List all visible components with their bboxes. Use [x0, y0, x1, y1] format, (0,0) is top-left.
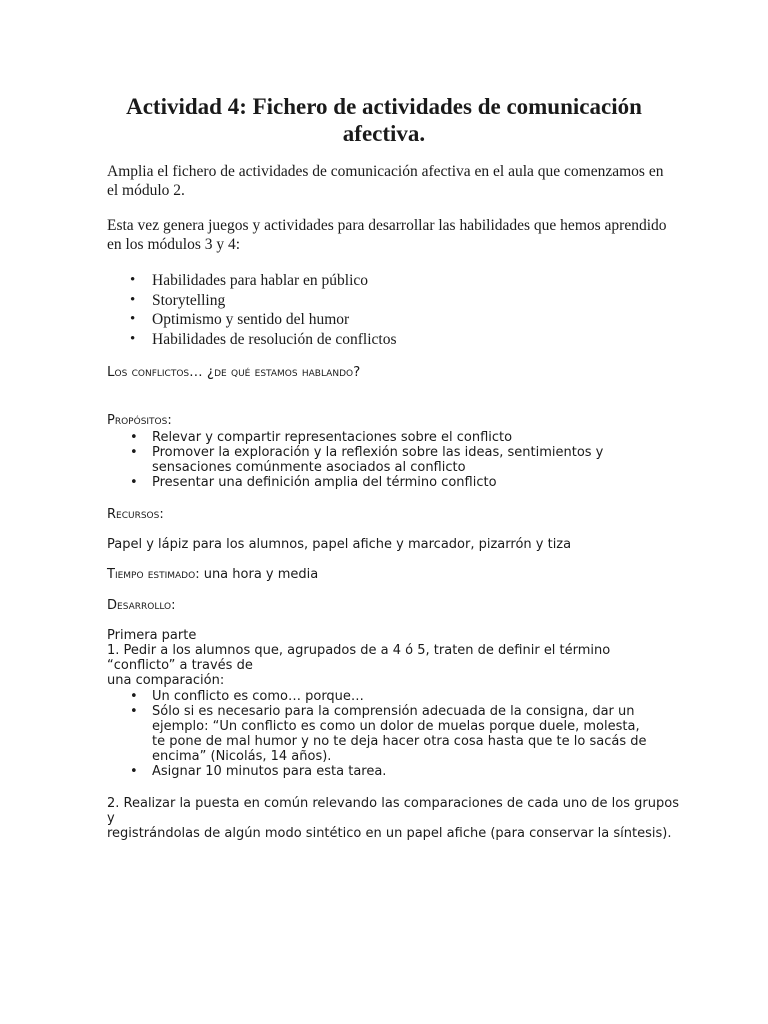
- list-item: • Sólo si es necesario para la comprensión adecuada de la consigna, dar un ejemplo: “Un conflicto es como un dolor de muelas porque duele, molesta, te pone de mal humor y no te deja hacer otra cosa hasta que te lo sacás de encima” (Nicolás, 14 años).: [130, 704, 650, 764]
- resources-label: Recursos:: [107, 507, 164, 522]
- step-2-line: 2. Realizar la puesta en común relevando las comparaciones de cada uno de los grupos: [107, 796, 679, 811]
- list-item: • Optimismo y sentido del humor: [130, 310, 650, 330]
- step-2-line: y: [107, 811, 115, 826]
- purposes-list: [130, 430, 650, 490]
- page-title: Actividad 4: Fichero de actividades de comunicación afectiva.: [126, 94, 642, 146]
- step-1-text: [107, 628, 667, 688]
- step-2-line: registrándolas de algún modo sintético en un papel afiche (para conservar la síntesis).: [107, 826, 672, 841]
- list-item: • Habilidades para hablar en público: [130, 271, 650, 291]
- list-item: • Habilidades de resolución de conflictos: [130, 330, 650, 350]
- time-value: : una hora y media: [195, 567, 319, 582]
- list-item: • Presentar una definición amplia del término conflicto: [130, 475, 650, 490]
- step-1-line: “conflicto” a través de: [107, 658, 253, 673]
- list-item: • Asignar 10 minutos para esta tarea.: [130, 764, 650, 779]
- section-heading: Los conflictos… ¿de qué estamos hablando?: [107, 364, 361, 380]
- step-1-list: [130, 689, 650, 779]
- intro-paragraph-2: Esta vez genera juegos y actividades para desarrollar las habilidades que hemos aprendido en los módulos 3 y 4:: [107, 217, 667, 253]
- intro-paragraph-1: Amplia el fichero de actividades de comunicación afectiva en el aula que comenzamos en el módulo 2.: [107, 163, 664, 199]
- list-item: • Promover la exploración y la reflexión sobre las ideas, sentimientos y sensaciones comúnmente asociados al conflicto: [130, 445, 650, 475]
- resources-text: Papel y lápiz para los alumnos, papel afiche y marcador, pizarrón y tiza: [107, 537, 572, 552]
- list-item: • Storytelling: [130, 291, 650, 311]
- step-1-line: 1. Pedir a los alumnos que, agrupados de a 4 ó 5, traten de definir el término: [107, 643, 611, 658]
- development-label: Desarrollo:: [107, 598, 176, 613]
- list-item: • Relevar y compartir representaciones sobre el conflicto: [130, 430, 650, 445]
- list-item: • Un conflicto es como… porque…: [130, 689, 650, 704]
- step-1-line: una comparación:: [107, 673, 225, 688]
- time-label: Tiempo estimado: [107, 567, 196, 582]
- step-2-text: [107, 796, 687, 841]
- purposes-label: Propósitos:: [107, 413, 172, 428]
- time-estimate: [107, 567, 667, 582]
- part-1-title: Primera parte: [107, 628, 197, 643]
- skills-list: [130, 271, 650, 349]
